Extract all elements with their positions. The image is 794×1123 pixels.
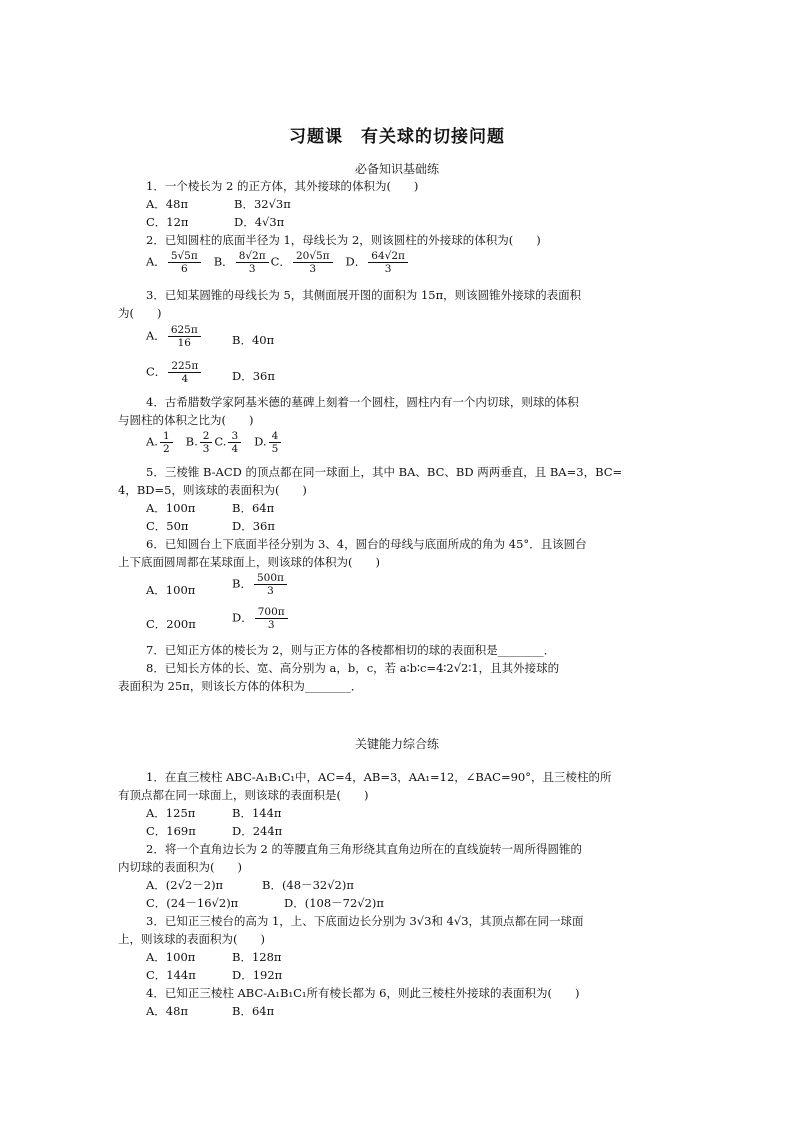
q3-option-c: C． $\frac{225\pi}{4}$ [146,360,203,385]
question-6-line-2: 上下底面圆周都在某球面上，则该球的体积为( ) [118,555,380,569]
question-5-line-1: 5．三棱锥 B-ACD 的顶点都在同一球面上，其中 BA、BC、BD 两两垂直，且 BA=3，BC= [146,465,623,479]
question-3-line-2: 为( ) [118,306,162,320]
question-7: 7．已知正方体的棱长为 2，则与正方体的各棱都相切的球的表面积是________． [146,643,556,657]
q1-option-d: D．4√3π [234,215,285,229]
k1-option-d: D．244π [232,824,283,838]
k1-option-b: B．144π [232,806,282,820]
question-6-line-1: 6．已知圆台上下底面半径分别为 3、4，圆台的母线与底面所成的角为 45°．且该圆台 [146,537,587,551]
k-question-3-line-1: 3．已知正三棱台的高为 1，上、下底面边长分别为 3√3和 4√3，其顶点都在同一球面 [146,914,584,928]
q2-options: A． $\frac{5√5\pi}{6}$ B． $\frac{8√2\pi}{3}$ C． $\frac{20√5\pi}{3}$ D． $\frac{64√2\pi}{3}$ [146,250,410,275]
question-4-line-2: 与圆柱的体积之比为( ) [118,413,254,427]
q3-option-b: B．40π [232,333,275,347]
q2-option-d-fraction: $\frac{64√2\pi}{3}$ [368,250,408,275]
k2-option-a: A．(2√2－2)π [146,878,224,892]
q6-option-d: D． $\frac{700\pi}{3}$ [232,606,290,631]
question-8-line-2: 表面积为 25π，则该长方体的体积为________． [118,679,363,693]
k-question-1-line-2: 有顶点都在同一球面上，则该球的表面积是( ) [118,788,369,802]
q3-option-d: D．36π [232,369,275,383]
k-question-4: 4．已知正三棱柱 ABC-A₁B₁C₁所有棱长都为 6，则此三棱柱外接球的表面积为( ) [146,986,580,1000]
k-question-2-line-2: 内切球的表面积为( ) [118,860,242,874]
k3-option-a: A．100π [146,950,196,964]
q5-option-b: B．64π [232,501,275,515]
k1-option-a: A．125π [146,806,196,820]
q5-option-d: D．36π [232,519,275,533]
k4-option-b: B．64π [232,1004,275,1018]
question-5-line-2: 4，BD=5，则该球的表面积为( ) [118,483,307,497]
section-heading-basic: 必备知识基础练 [354,162,439,176]
q5-option-c: C．50π [146,519,189,533]
k-question-3-line-2: 上，则该球的表面积为( ) [118,932,265,946]
k3-option-c: C．144π [146,968,196,982]
q3-option-a: A． $\frac{625\pi}{16}$ [146,324,203,349]
question-2: 2．已知圆柱的底面半径为 1，母线长为 2，则该圆柱的外接球的体积为( ) [146,233,541,247]
section-heading-ability: 关键能力综合练 [354,737,439,751]
k-question-2-line-1: 2．将一个直角边长为 2 的等腰直角三角形绕其直角边所在的直线旋转一周所得圆锥的 [146,842,582,856]
k1-option-c: C．169π [146,824,196,838]
q2-option-a-fraction: $\frac{5√5\pi}{6}$ [168,250,201,275]
q1-option-a: A．48π [146,197,188,211]
q5-option-a: A．100π [146,501,196,515]
question-8-line-1: 8．已知长方体的长、宽、高分别为 a，b，c，若 a∶b∶c=4∶2√2∶1，且其外接球的 [146,661,560,675]
question-3-line-1: 3．已知某圆锥的母线长为 5，其侧面展开图的面积为 15π，则该圆锥外接球的表面积 [146,288,582,302]
q6-option-c: C．200π [146,617,196,631]
k2-option-b: B．(48－32√2)π [262,878,354,892]
q1-option-c: C．12π [146,215,189,229]
k3-option-b: B．128π [232,950,282,964]
q4-options: A. $\frac{1}{2}$ B. $\frac{2}{3}$ C. $\frac{3}{4}$ D. $\frac{4}{5}$ [146,430,283,455]
question-4-line-1: 4．古希腊数学家阿基米德的墓碑上刻着一个圆柱，圆柱内有一个内切球，则球的体积 [146,395,579,409]
q2-option-b-fraction: $\frac{8√2\pi}{3}$ [236,250,269,275]
q1-option-b: B．32√3π [234,197,291,211]
k3-option-d: D．192π [232,968,283,982]
k2-option-c: C．(24－16√2)π [146,896,239,910]
page-title: 习题课 有关球的切接问题 [289,127,505,147]
k2-option-d: D．(108－72√2)π [284,896,384,910]
q2-option-c-fraction: $\frac{20√5\pi}{3}$ [293,250,333,275]
question-1: 1．一个棱长为 2 的正方体，其外接球的体积为( ) [146,179,419,193]
q6-option-a: A．100π [146,583,196,597]
k4-option-a: A．48π [146,1004,188,1018]
k-question-1-line-1: 1．在直三棱柱 ABC-A₁B₁C₁中，AC=4，AB=3，AA₁=12，∠BAC=90°，且三棱柱的所 [146,770,612,784]
q6-option-b: B． $\frac{500\pi}{3}$ [232,572,289,597]
